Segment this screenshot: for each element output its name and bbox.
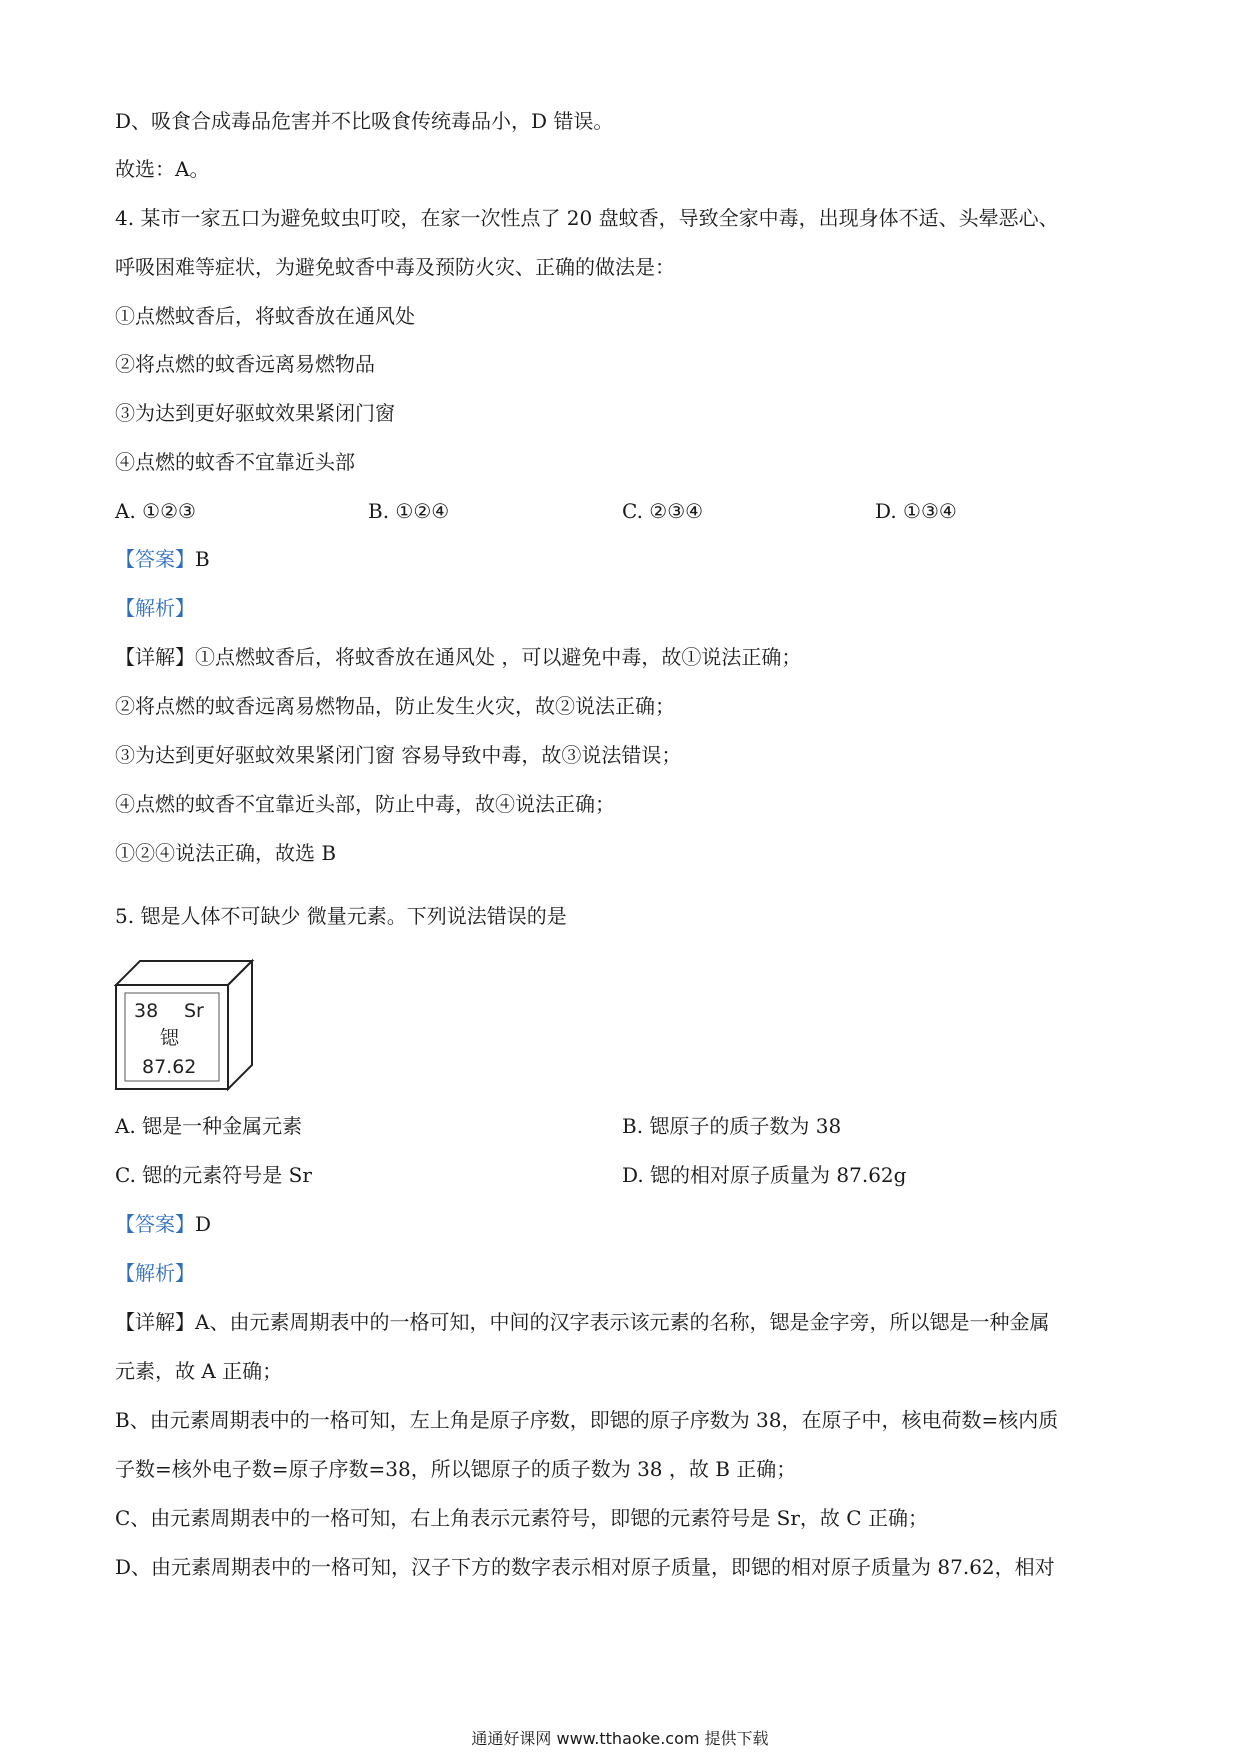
analysis-line [115, 1260, 195, 1286]
element-cell-figure [110, 955, 260, 1099]
option-a: A. ①②③ [115, 499, 196, 523]
answer-label: 【答案】 [115, 1212, 195, 1236]
detail-line: C、由元素周期表中的一格可知，右上角表示元素符号，即锶的元素符号是 Sr，故 C 正确； [115, 1506, 928, 1530]
analysis-label: 【解析】 [115, 596, 195, 620]
element-mass: 87.62 [142, 1056, 197, 1078]
detail-line: ④点燃的蚊香不宜靠近头部，防止中毒，故④说法正确； [115, 792, 615, 816]
detail-text: A、由元素周期表中的一格可知，中间的汉字表示该元素的名称，锶是金字旁，所以锶是一种金属 [195, 1310, 1050, 1334]
detail-line: ③为达到更好驱蚊效果紧闭门窗 容易导致中毒，故③说法错误； [115, 743, 682, 767]
option-b: B. ①②④ [368, 499, 450, 523]
detail-line: ②将点燃的蚊香远离易燃物品，防止发生火灾，故②说法正确； [115, 694, 675, 718]
question-5-stem: 5. 锶是人体不可缺少 微量元素。下列说法错误的是 [115, 904, 567, 928]
answer-value: B [195, 547, 210, 571]
option-b: B. 锶原子的质子数为 38 [622, 1114, 842, 1138]
detail-line [115, 1309, 1049, 1335]
element-number: 38 [134, 1000, 159, 1022]
detail-text: ①点燃蚊香后，将蚊香放在通风处 ，可以避免中毒，故①说法正确； [195, 645, 802, 669]
detail-line: ①②④说法正确，故选 B [115, 841, 337, 865]
detail-line: 子数=核外电子数=原子序数=38，所以锶原子的质子数为 38 ，故 B 正确； [115, 1457, 797, 1481]
option-a: A. 锶是一种金属元素 [115, 1114, 303, 1138]
option-d: D. ①③④ [875, 499, 957, 523]
page-footer: 通通好课网 www.tthaoke.com 提供下载 [471, 1729, 769, 1748]
answer-line [115, 546, 210, 572]
statement: ③为达到更好驱蚊效果紧闭门窗 [115, 401, 395, 425]
option-d: D. 锶的相对原子质量为 87.62g [622, 1163, 907, 1187]
question-4-stem: 4. 某市一家五口为避免蚊虫叮咬，在家一次性点了 20 盘蚊香，导致全家中毒，出现身体不适、头晕恶心、 [115, 206, 1059, 230]
detail-line: D、由元素周期表中的一格可知，汉子下方的数字表示相对原子质量，即锶的相对原子质量为 87.62，相对 [115, 1555, 1055, 1579]
detail-label: 【详解】 [115, 1310, 195, 1334]
text-line: D、吸食合成毒品危害并不比吸食传统毒品小，D 错误。 [115, 109, 614, 133]
detail-line: B、由元素周期表中的一格可知，左上角是原子序数，即锶的原子序数为 38，在原子中，核电荷数=核内质 [115, 1408, 1059, 1432]
detail-label: 【详解】 [115, 645, 195, 669]
option-c: C. 锶的元素符号是 Sr [115, 1163, 312, 1187]
question-4-stem: 呼吸困难等症状，为避免蚊香中毒及预防火灾、正确的做法是： [115, 255, 675, 279]
detail-line: 元素，故 A 正确； [115, 1359, 283, 1383]
statement: ④点燃的蚊香不宜靠近头部 [115, 450, 355, 474]
element-symbol: Sr [184, 1000, 204, 1022]
detail-line [115, 644, 801, 670]
analysis-label: 【解析】 [115, 1261, 195, 1285]
option-c: C. ②③④ [622, 499, 704, 523]
statement: ②将点燃的蚊香远离易燃物品 [115, 352, 375, 376]
analysis-line [115, 595, 195, 621]
answer-label: 【答案】 [115, 547, 195, 571]
answer-line [115, 1211, 211, 1237]
answer-value: D [195, 1212, 212, 1236]
element-name: 锶 [160, 1027, 180, 1049]
statement: ①点燃蚊香后，将蚊香放在通风处 [115, 304, 415, 328]
text-line: 故选：A。 [115, 157, 210, 181]
